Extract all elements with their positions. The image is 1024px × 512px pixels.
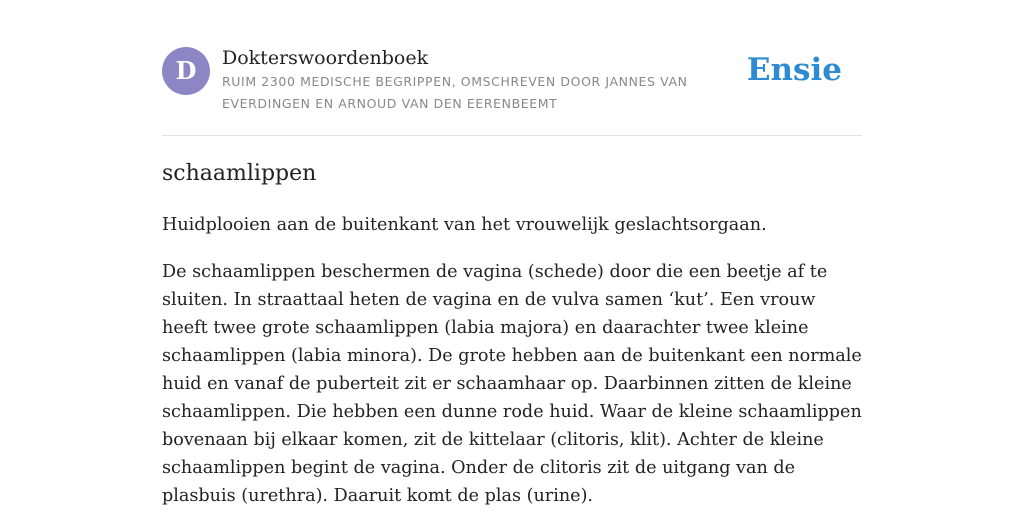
site-title[interactable]: Dokterswoordenboek [222,47,429,69]
page [162,0,862,506]
site-header [162,0,862,136]
avatar[interactable]: D [162,47,210,95]
term-body: De schaamlippen beschermen de vagina (schede) door die een beetje af te sluiten. In straattaal heten de vagina en de vulva samen ‘kut’. Een vrouw heeft twee grote schaamlippen (labia majora) en daarachter twee kleine schaamlippen (labia minora). De grote hebben aan de buitenkant een normale huid en vanaf de puberteit zit er schaamhaar op. Daarbinnen zitten de kleine schaamlippen. Die hebben een dunne rode huid. Waar de kleine schaamlippen bovenaan bij elkaar komen, zit de kittelaar (clitoris, klit). Achter de kleine schaamlippen begint de vagina. Onder de clitoris zit de uitgang van de plasbuis (urethra). Daaruit komt de plas (urine). [162,262,862,506]
ensie-logo-link[interactable]: Ensie [746,52,842,88]
site-subtitle: RUIM 2300 MEDISCHE BEGRIPPEN, OMSCHREVEN DOOR JANNES VAN EVERDINGEN EN ARNOUD VAN DEN EERENBEEMT [222,74,688,111]
term-title: schaamlippen [162,161,317,186]
term-definition: Huidplooien aan de buitenkant van het vrouwelijk geslachtsorgaan. [162,215,767,235]
